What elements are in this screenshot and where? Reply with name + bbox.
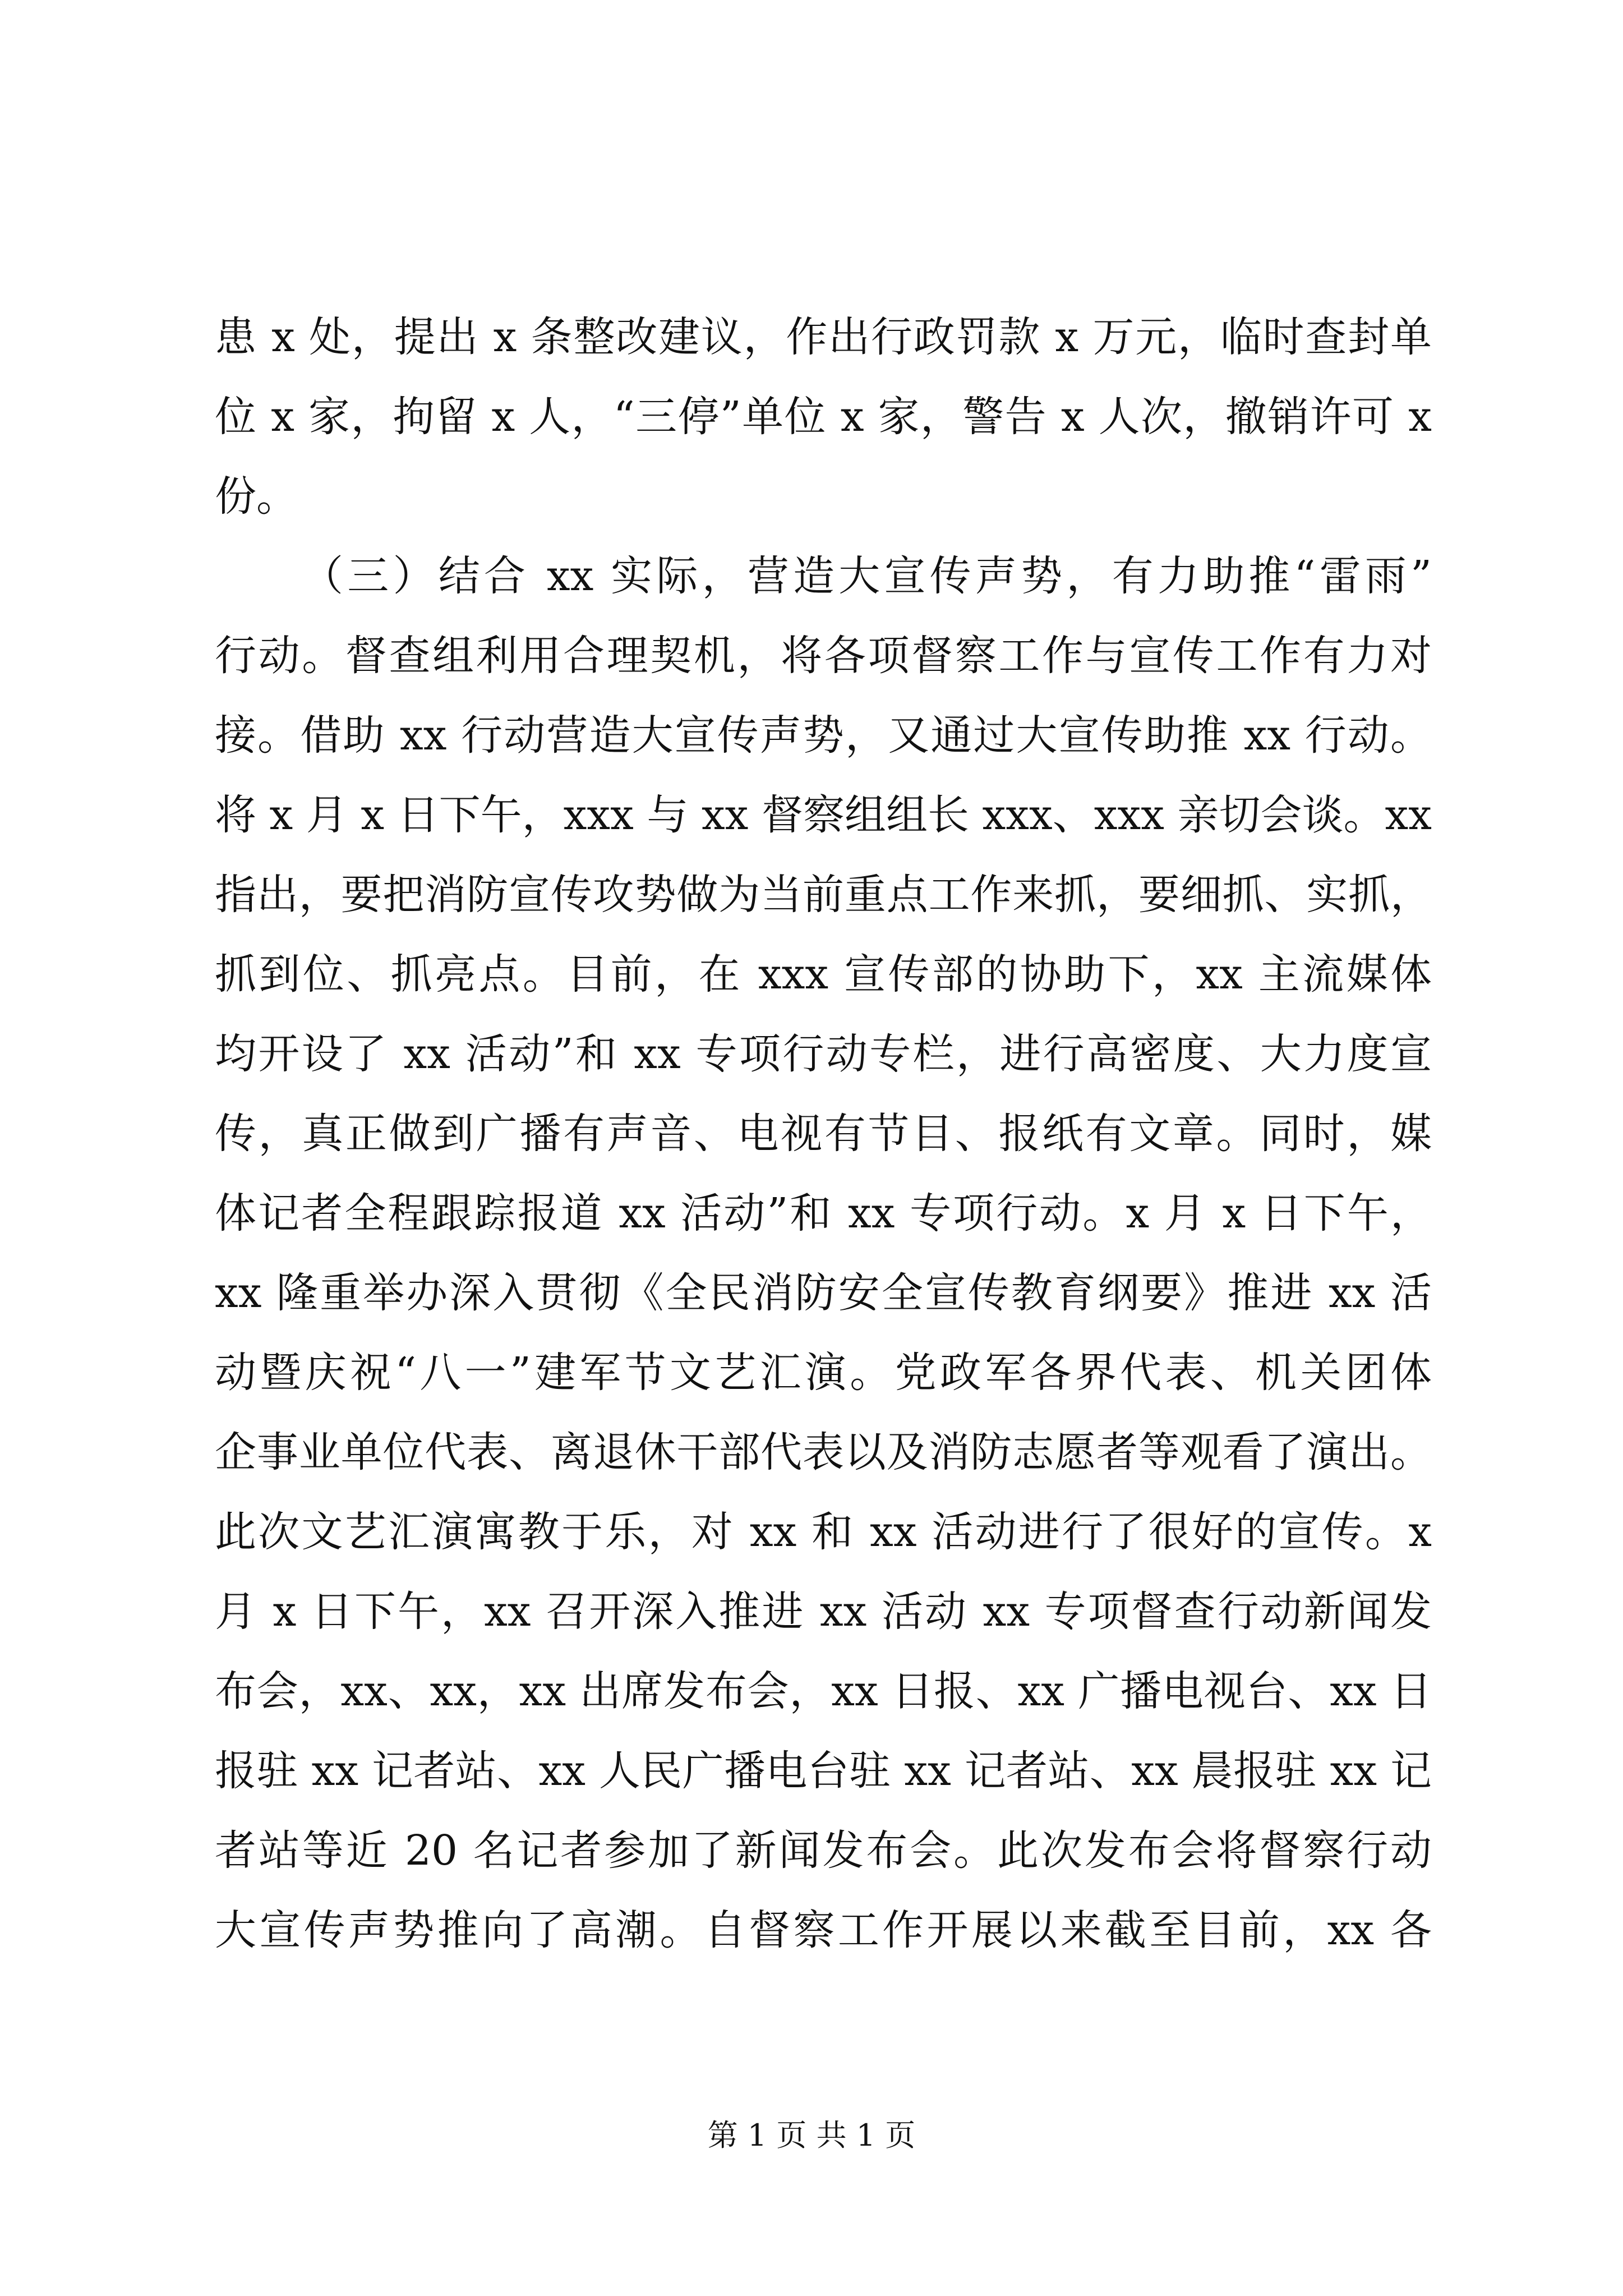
text-line: 传，真正做到广播有声音、电视有节目、报纸有文章。同时，媒 — [215, 1110, 1432, 1158]
text-line: 位 x 家，拘留 x 人，“三停”单位 x 家，警告 x 人次，撤销许可 x — [215, 393, 1432, 441]
text-line: 体记者全程跟踪报道 xx 活动”和 xx 专项行动。x 月 x 日下午， — [215, 1189, 1432, 1237]
text-line: 此次文艺汇演寓教于乐，对 xx 和 xx 活动进行了很好的宣传。x — [215, 1508, 1432, 1556]
text-line: 指出，要把消防宣传攻势做为当前重点工作来抓，要细抓、实抓， — [215, 871, 1432, 919]
text-line: 大宣传声势推向了高潮。自督察工作开展以来截至目前，xx 各 — [215, 1906, 1432, 1954]
text-line: 患 x 处，提出 x 条整改建议，作出行政罚款 x 万元，临时查封单 — [215, 313, 1432, 361]
section-heading-line: （三）结合 xx 实际，营造大宣传声势，有力助推“雷雨” — [302, 552, 1432, 600]
text-line: 布会，xx、xx，xx 出席发布会，xx 日报、xx 广播电视台、xx 日 — [215, 1667, 1432, 1715]
text-line: 报驻 xx 记者站、xx 人民广播电台驻 xx 记者站、xx 晨报驻 xx 记 — [215, 1747, 1432, 1795]
text-line: xx 隆重举办深入贯彻《全民消防安全宣传教育纲要》推进 xx 活 — [215, 1269, 1432, 1317]
text-line: 者站等近 20 名记者参加了新闻发布会。此次发布会将督察行动 — [215, 1826, 1432, 1875]
text-line: 行动。督查组利用合理契机，将各项督察工作与宣传工作有力对 — [215, 632, 1432, 680]
text-line: 份。 — [215, 472, 298, 521]
page-number-footer: 第 1 页 共 1 页 — [707, 2118, 916, 2153]
body-text — [215, 297, 1432, 1970]
text-line: 动暨庆祝“八一”建军节文艺汇演。党政军各界代表、机关团体 — [215, 1349, 1432, 1397]
text-line: 均开设了 xx 活动”和 xx 专项行动专栏，进行高密度、大力度宣 — [215, 1030, 1432, 1078]
text-line: 月 x 日下午，xx 召开深入推进 xx 活动 xx 专项督查行动新闻发 — [215, 1588, 1432, 1636]
text-line: 抓到位、抓亮点。目前，在 xxx 宣传部的协助下，xx 主流媒体 — [215, 950, 1432, 999]
text-line: 将 x 月 x 日下午，xxx 与 xx 督察组组长 xxx、xxx 亲切会谈。xx — [215, 791, 1432, 839]
text-line: 企事业单位代表、离退休干部代表以及消防志愿者等观看了演出。 — [215, 1428, 1432, 1476]
text-line: 接。借助 xx 行动营造大宣传声势，又通过大宣传助推 xx 行动。 — [215, 711, 1432, 760]
